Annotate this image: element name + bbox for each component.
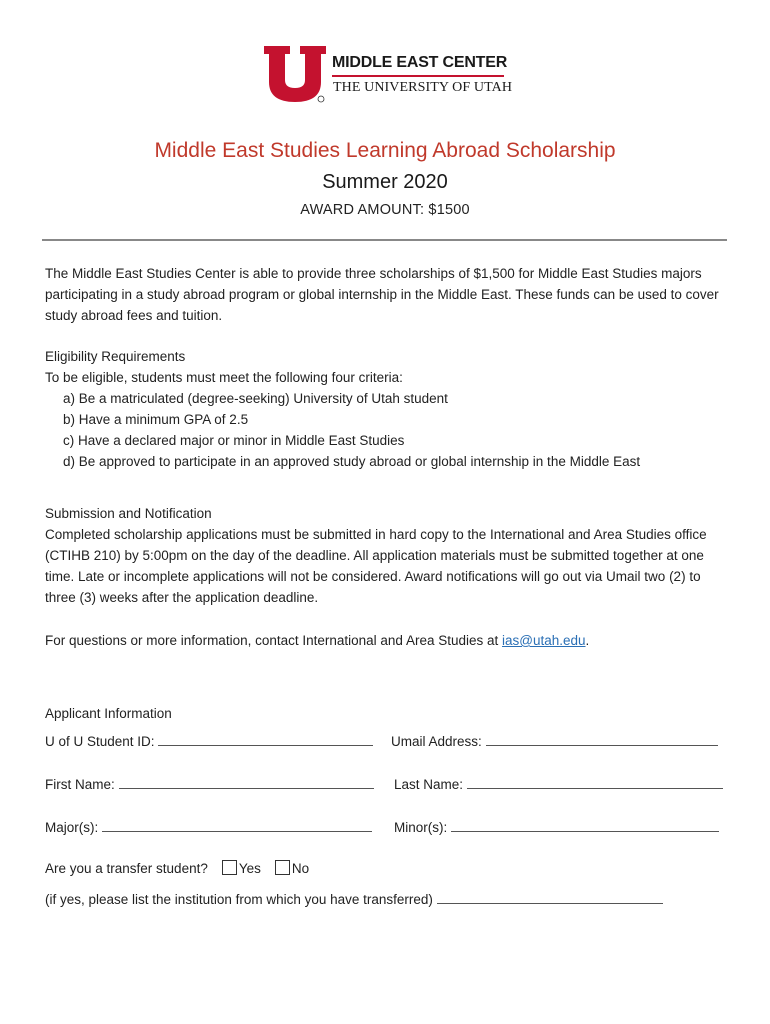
umail-input[interactable] (486, 733, 718, 746)
transfer-yes-checkbox[interactable] (222, 860, 237, 875)
criterion-d: d) Be approved to participate in an approved study abroad or global internship in the Middle East (63, 454, 641, 469)
logo-university-name: THE UNIVERSITY OF UTAH (333, 80, 513, 95)
transfer-question (45, 860, 309, 876)
logo-center-name: MIDDLE EAST CENTER (332, 54, 508, 71)
award-amount: AWARD AMOUNT: $1500 (300, 202, 470, 218)
block-u-logo-icon (262, 44, 328, 106)
student-id-label: U of U Student ID: (45, 734, 155, 749)
criterion-b: b) Have a minimum GPA of 2.5 (63, 412, 249, 427)
first-name-field (45, 776, 374, 792)
header-divider (42, 239, 727, 241)
institution-input[interactable] (437, 891, 663, 904)
student-id-field (45, 733, 373, 749)
last-name-field (394, 776, 723, 792)
minor-input[interactable] (451, 819, 719, 832)
applicant-heading: Applicant Information (45, 706, 172, 721)
contact-text: For questions or more information, contact International and Area Studies at (45, 633, 503, 648)
eligibility-heading: Eligibility Requirements (45, 349, 186, 364)
page-title: Middle East Studies Learning Abroad Scholarship (154, 139, 616, 162)
major-field (45, 819, 372, 835)
institution-field (45, 891, 663, 907)
submission-text: Completed scholarship applications must be submitted in hard copy to the International and Area Studies office (CTIHB 210) by 5:00pm on the day of the deadline. All application materials must be submitted together at one time. Late or incomplete applications will not be considered. Award notifications will go out via Umail two (2) to three (3) weeks after the application deadline. (45, 527, 707, 605)
major-input[interactable] (102, 819, 372, 832)
criterion-a: a) Be a matriculated (degree-seeking) University of Utah student (63, 391, 448, 406)
transfer-no-label: No (291, 861, 310, 876)
umail-field (391, 733, 718, 749)
intro-paragraph: The Middle East Studies Center is able to provide three scholarships of $1,500 for Middle East Studies majors participating in a study abroad program or global internship in the Middle East. These funds can be used to cover study abroad fees and tuition. (45, 266, 719, 323)
contact-suffix: . (585, 633, 590, 648)
eligibility-section (45, 346, 735, 472)
transfer-yes-label: Yes (238, 861, 261, 876)
transfer-label: Are you a transfer student? (45, 861, 208, 876)
last-name-input[interactable] (467, 776, 723, 789)
minor-label: Minor(s): (394, 820, 448, 835)
first-name-label: First Name: (45, 777, 115, 792)
university-logo (262, 44, 512, 106)
umail-label: Umail Address: (391, 734, 482, 749)
eligibility-lead: To be eligible, students must meet the following four criteria: (45, 370, 403, 385)
contact-email-link[interactable]: ias@utah.edu (502, 633, 586, 648)
student-id-input[interactable] (158, 733, 373, 746)
contact-paragraph (45, 630, 735, 651)
first-name-input[interactable] (119, 776, 374, 789)
page-subtitle: Summer 2020 (322, 171, 448, 193)
submission-section (45, 503, 735, 608)
transfer-no-checkbox[interactable] (275, 860, 290, 875)
minor-field (394, 819, 719, 835)
last-name-label: Last Name: (394, 777, 464, 792)
submission-heading: Submission and Notification (45, 506, 212, 521)
major-label: Major(s): (45, 820, 99, 835)
criterion-c: c) Have a declared major or minor in Middle East Studies (63, 433, 405, 448)
logo-divider (332, 75, 504, 77)
institution-label: (if yes, please list the institution from which you have transferred) (45, 892, 433, 907)
